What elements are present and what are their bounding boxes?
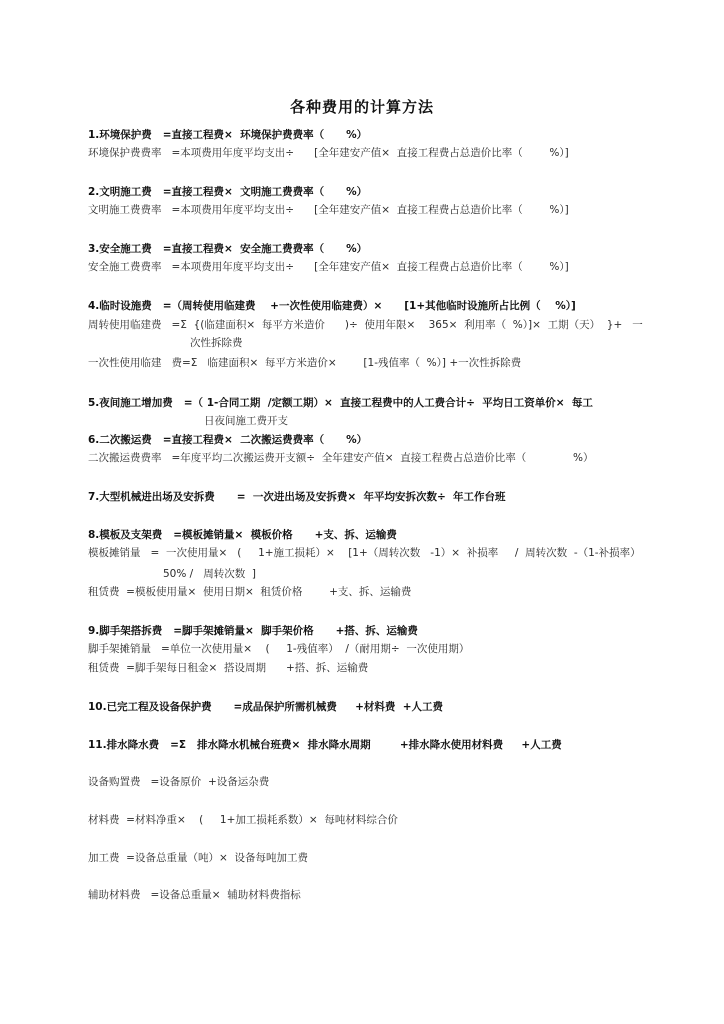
drainage-fee-formula: 11.排水降水费 =Σ 排水降水机械台班费× 排水降水周期 +排水降水使用材料费 +人工费 <box>88 739 562 751</box>
turnover-temp-fee-formula: 周转使用临建费 =Σ {(临建面积× 每平方米造价 )÷ 使用年限× 365× 利用率（ %）]× 工期（天） }+ 一 <box>88 319 643 331</box>
secondary-transport-fee-formula: 6.二次搬运费 =直接工程费× 二次搬运费费率（ %） <box>88 434 368 446</box>
scaffold-fee-formula: 9.脚手架搭拆费 =脚手架摊销量× 脚手架价格 +搭、拆、运输费 <box>88 625 418 637</box>
material-fee-formula: 材料费 =材料净重× ( 1+加工损耗系数）× 每吨材料综合价 <box>88 814 398 826</box>
auxiliary-material-fee-formula: 辅助材料费 =设备总重量× 辅助材料费指标 <box>88 889 301 901</box>
civil-fee-rate-formula: 文明施工费费率 =本项费用年度平均支出÷ [全年建安产值× 直接工程费占总造价比率（ %）] <box>88 204 569 216</box>
safety-fee-formula: 3.安全施工费 =直接工程费× 安全施工费费率（ %） <box>88 243 368 255</box>
page-title: 各种费用的计算方法 <box>289 98 434 116</box>
temp-facility-fee-formula: 4.临时设施费 =（周转使用临建费 +一次性使用临建费）× [1+其他临时设施所占比例（ %）] <box>88 300 576 312</box>
secondary-transport-rate-formula: 二次搬运费费率 =年度平均二次搬运费开支额÷ 全年建安产值× 直接工程费占总造价比率（ %） <box>88 452 594 464</box>
formwork-amortization-formula: 模板摊销量 = 一次使用量× ( 1+施工损耗）× [1+（周转次数 -1）× 补损率 / 周转次数 -（1-补损率） <box>88 547 641 559</box>
equipment-purchase-formula: 设备购置费 =设备原价 +设备运杂费 <box>88 776 270 788</box>
env-fee-formula: 1.环境保护费 =直接工程费× 环境保护费费率（ %） <box>88 129 368 141</box>
formwork-rental-fee-formula: 租赁费 =模板使用量× 使用日期× 租赁价格 +支、拆、运输费 <box>88 586 412 598</box>
civil-fee-formula: 2.文明施工费 =直接工程费× 文明施工费费率（ %） <box>88 186 368 198</box>
completed-work-protection-formula: 10.已完工程及设备保护费 =成品保护所需机械费 +材料费 +人工费 <box>88 701 444 713</box>
env-fee-rate-formula: 环境保护费费率 =本项费用年度平均支出÷ [全年建安产值× 直接工程费占总造价比率（ %）] <box>88 147 569 159</box>
scaffold-rental-fee-formula: 租赁费 =脚手架每日租金× 搭设周期 +搭、拆、运输费 <box>88 662 369 674</box>
safety-fee-rate-formula: 安全施工费费率 =本项费用年度平均支出÷ [全年建安产值× 直接工程费占总造价比率（ %）] <box>88 261 569 273</box>
scaffold-amortization-formula: 脚手架摊销量 =单位一次使用量× ( 1-残值率） /（耐用期÷ 一次使用期） <box>88 643 470 655</box>
formwork-fee-formula: 8.模板及支架费 =模板摊销量× 模板价格 +支、拆、运输费 <box>88 529 397 541</box>
night-work-fee-formula-cont: 日夜间施工费开支 <box>204 415 288 427</box>
processing-fee-formula: 加工费 =设备总重量（吨）× 设备每吨加工费 <box>88 852 308 864</box>
onetime-temp-fee-formula: 一次性使用临建 费=Σ 临建面积× 每平方米造价× [1-残值率（ %）] +一次性拆除费 <box>88 357 522 369</box>
turnover-temp-fee-formula-cont: 次性拆除费 <box>190 337 243 349</box>
formwork-amortization-formula-cont: 50% / 周转次数 ] <box>163 568 256 580</box>
large-machinery-fee-formula: 7.大型机械进出场及安拆费 = 一次进出场及安拆费× 年平均安拆次数÷ 年工作台班 <box>88 491 506 503</box>
night-work-fee-formula: 5.夜间施工增加费 =（ 1-合同工期 /定额工期）× 直接工程费中的人工费合计÷ 平均日工资单价× 每工 <box>88 397 593 409</box>
